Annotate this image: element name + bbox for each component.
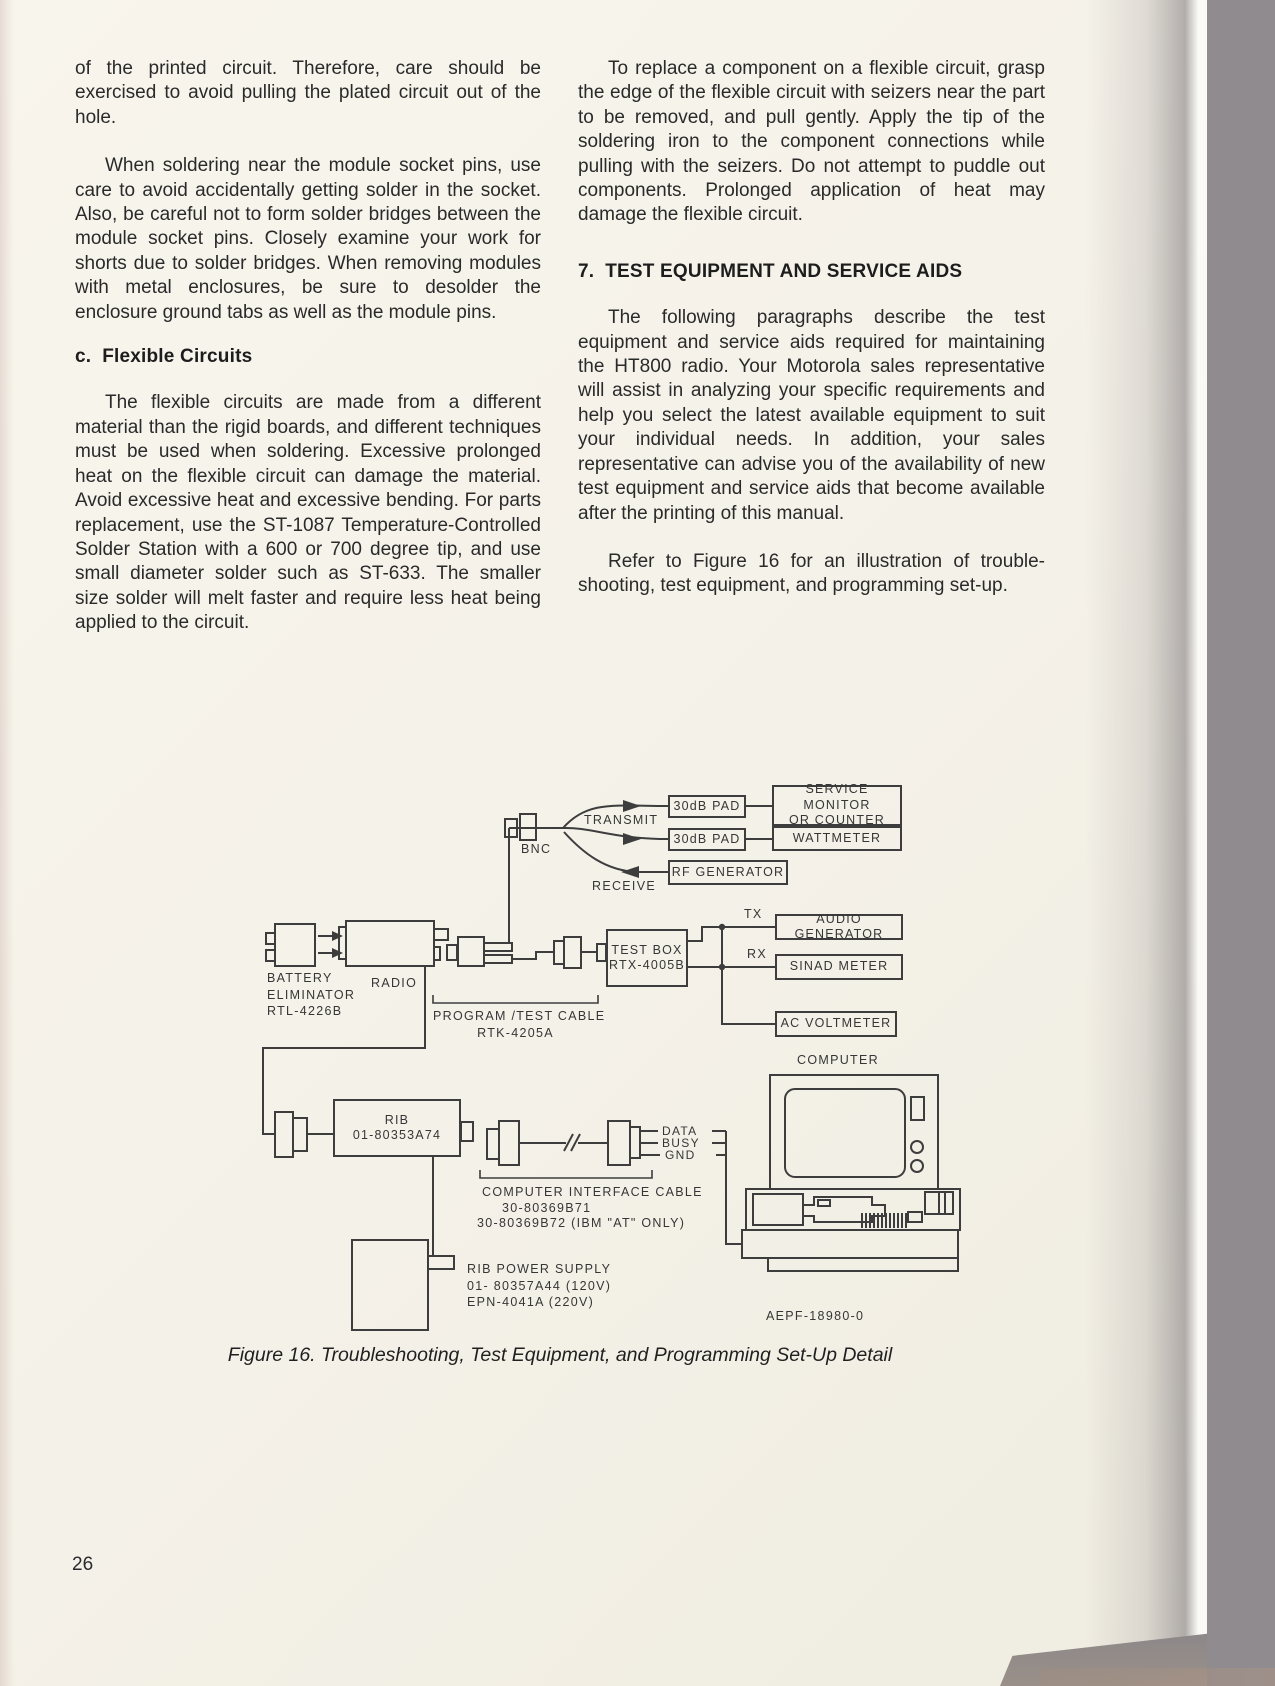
label-gnd: GND	[665, 1148, 696, 1162]
box-label: SINAD METER	[789, 959, 889, 974]
label-battery-eliminator	[267, 970, 355, 1020]
paragraph-following-paragraphs: The following paragraphs describe the test equipment and service aids required for maintaining the HT800 radio. Your Motorola sales representative will assist in analyzing your specific requirements and help you select the latest available equipment to suit your individual needs. In addition, your sales representative can advise you of the availability of new test equipment and service aids that become available after the printing of this manual.	[578, 307, 1045, 524]
label-transmit: TRANSMIT	[584, 813, 659, 827]
test-box-output-lines	[688, 924, 775, 1024]
rib-power-supply-symbol	[352, 1157, 454, 1330]
left-edge-shading	[0, 0, 14, 1686]
section-heading-test-equipment: 7. TEST EQUIPMENT AND SERVICE AIDS	[578, 260, 963, 282]
page-right-edge-shadow	[1085, 0, 1207, 1686]
box-label: AUDIO GENERATOR	[794, 911, 884, 941]
label-drawing-number: AEPF-18980-0	[766, 1309, 865, 1323]
label-data: DATA	[662, 1124, 698, 1138]
box-rf-generator	[668, 860, 788, 885]
paragraph-refer-figure-16: Refer to Figure 16 for an illustration of trouble-shooting, test equipment, and programming set-up.	[578, 550, 1045, 597]
box-service-monitor	[772, 782, 902, 828]
box-30db-pad-2	[668, 828, 746, 851]
box-30db-pad-1	[668, 795, 746, 818]
box-audio-generator	[775, 911, 903, 941]
label-cable-part-2: 30-80369B72 (IBM "AT" ONLY)	[477, 1216, 686, 1230]
label-line: RIB POWER SUPPLY	[467, 1262, 612, 1276]
box-label: OR COUNTER	[788, 813, 886, 828]
box-ac-voltmeter	[775, 1011, 897, 1037]
label-line: BATTERY	[267, 971, 333, 985]
label-computer: COMPUTER	[797, 1053, 879, 1067]
box-label: 30dB PAD	[673, 831, 741, 846]
label-radio: RADIO	[371, 976, 418, 990]
label-computer-interface-cable: COMPUTER INTERFACE CABLE	[482, 1185, 703, 1199]
bnc-connector-symbol	[505, 814, 563, 943]
box-label: WATTMETER	[792, 830, 882, 845]
box-label: RTX-4005B	[609, 958, 685, 972]
box-label: RIB	[384, 1112, 410, 1127]
box-label: 01-80353A74	[352, 1128, 442, 1142]
label-receive: RECEIVE	[592, 879, 656, 893]
label-rx: RX	[747, 947, 767, 961]
page-number: 26	[72, 1554, 94, 1575]
paragraph-printed-circuit: of the printed circuit. Therefore, care should be exercised to avoid pulling the plated circuit out of the hole.	[75, 58, 541, 128]
computer-drawing	[742, 1075, 960, 1271]
battery-eliminator-symbol	[266, 924, 343, 966]
box-rib	[333, 1099, 461, 1157]
label-busy: BUSY	[662, 1136, 700, 1150]
box-sinad-meter	[775, 954, 903, 980]
box-label: 30dB PAD	[673, 798, 741, 813]
label-line: ELIMINATOR	[267, 987, 356, 1002]
label-line: RTK-4205A	[477, 1025, 554, 1040]
label-cable-part-1: 30-80369B71	[502, 1201, 592, 1215]
label-rib-power-supply	[467, 1261, 611, 1311]
label-program-test-cable	[433, 1008, 606, 1041]
label-line: EPN-4041A (220V)	[467, 1295, 595, 1309]
label-line: PROGRAM /TEST CABLE	[433, 1009, 606, 1023]
scanner-background-warm-strip	[1040, 1668, 1275, 1686]
box-label: TEST BOX	[611, 942, 683, 957]
label-line: 01- 80357A44 (120V)	[467, 1278, 612, 1293]
label-line: RTL-4226B	[267, 1004, 343, 1018]
box-wattmeter	[772, 826, 902, 851]
radio-symbol	[339, 921, 448, 966]
section-heading-flexible-circuits: c. Flexible Circuits	[75, 346, 253, 368]
box-test-box	[606, 929, 688, 987]
box-label: AC VOLTMETER	[780, 1016, 892, 1031]
box-label: SERVICE MONITOR	[803, 782, 871, 812]
figure-caption: Figure 16. Troubleshooting, Test Equipment, and Programming Set-Up Detail	[227, 1344, 893, 1366]
paragraph-replace-component: To replace a component on a flexible circuit, grasp the edge of the flexible circuit with seizers near the part to be removed, and pull gently. Apply the tip of the soldering iron to the component connections while pulling with the seizers. Do not attempt to puddle out components. Prolonged application of heat may damage the flexible circuit.	[578, 58, 1045, 226]
paragraph-soldering-socket-pins: When soldering near the module socket pins, use care to avoid accidentally getting solder in the socket. Also, be careful not to form solder bridges between the module socket pins. Closely examine your work for shorts due to solder bridges. When removing modules with metal enclosures, be sure to desolder the enclosure ground tabs as well as the module pins.	[75, 155, 541, 323]
label-tx: TX	[744, 907, 763, 921]
box-label: RF GENERATOR	[671, 864, 785, 879]
paragraph-flexible-circuits: The flexible circuits are made from a different material than the rigid boards, and different techniques must be used when soldering. Excessive prolonged heat on the flexible circuit can damage the material. Avoid excessive heat and excessive bending. For parts replacement, use the ST-1087 Temperature-Controlled Solder Station with a 600 or 700 degree tip, and use small diameter solder such as ST-633. The smaller size solder will melt faster and require less heat being applied to the circuit.	[75, 392, 541, 634]
label-bnc: BNC	[521, 842, 552, 856]
